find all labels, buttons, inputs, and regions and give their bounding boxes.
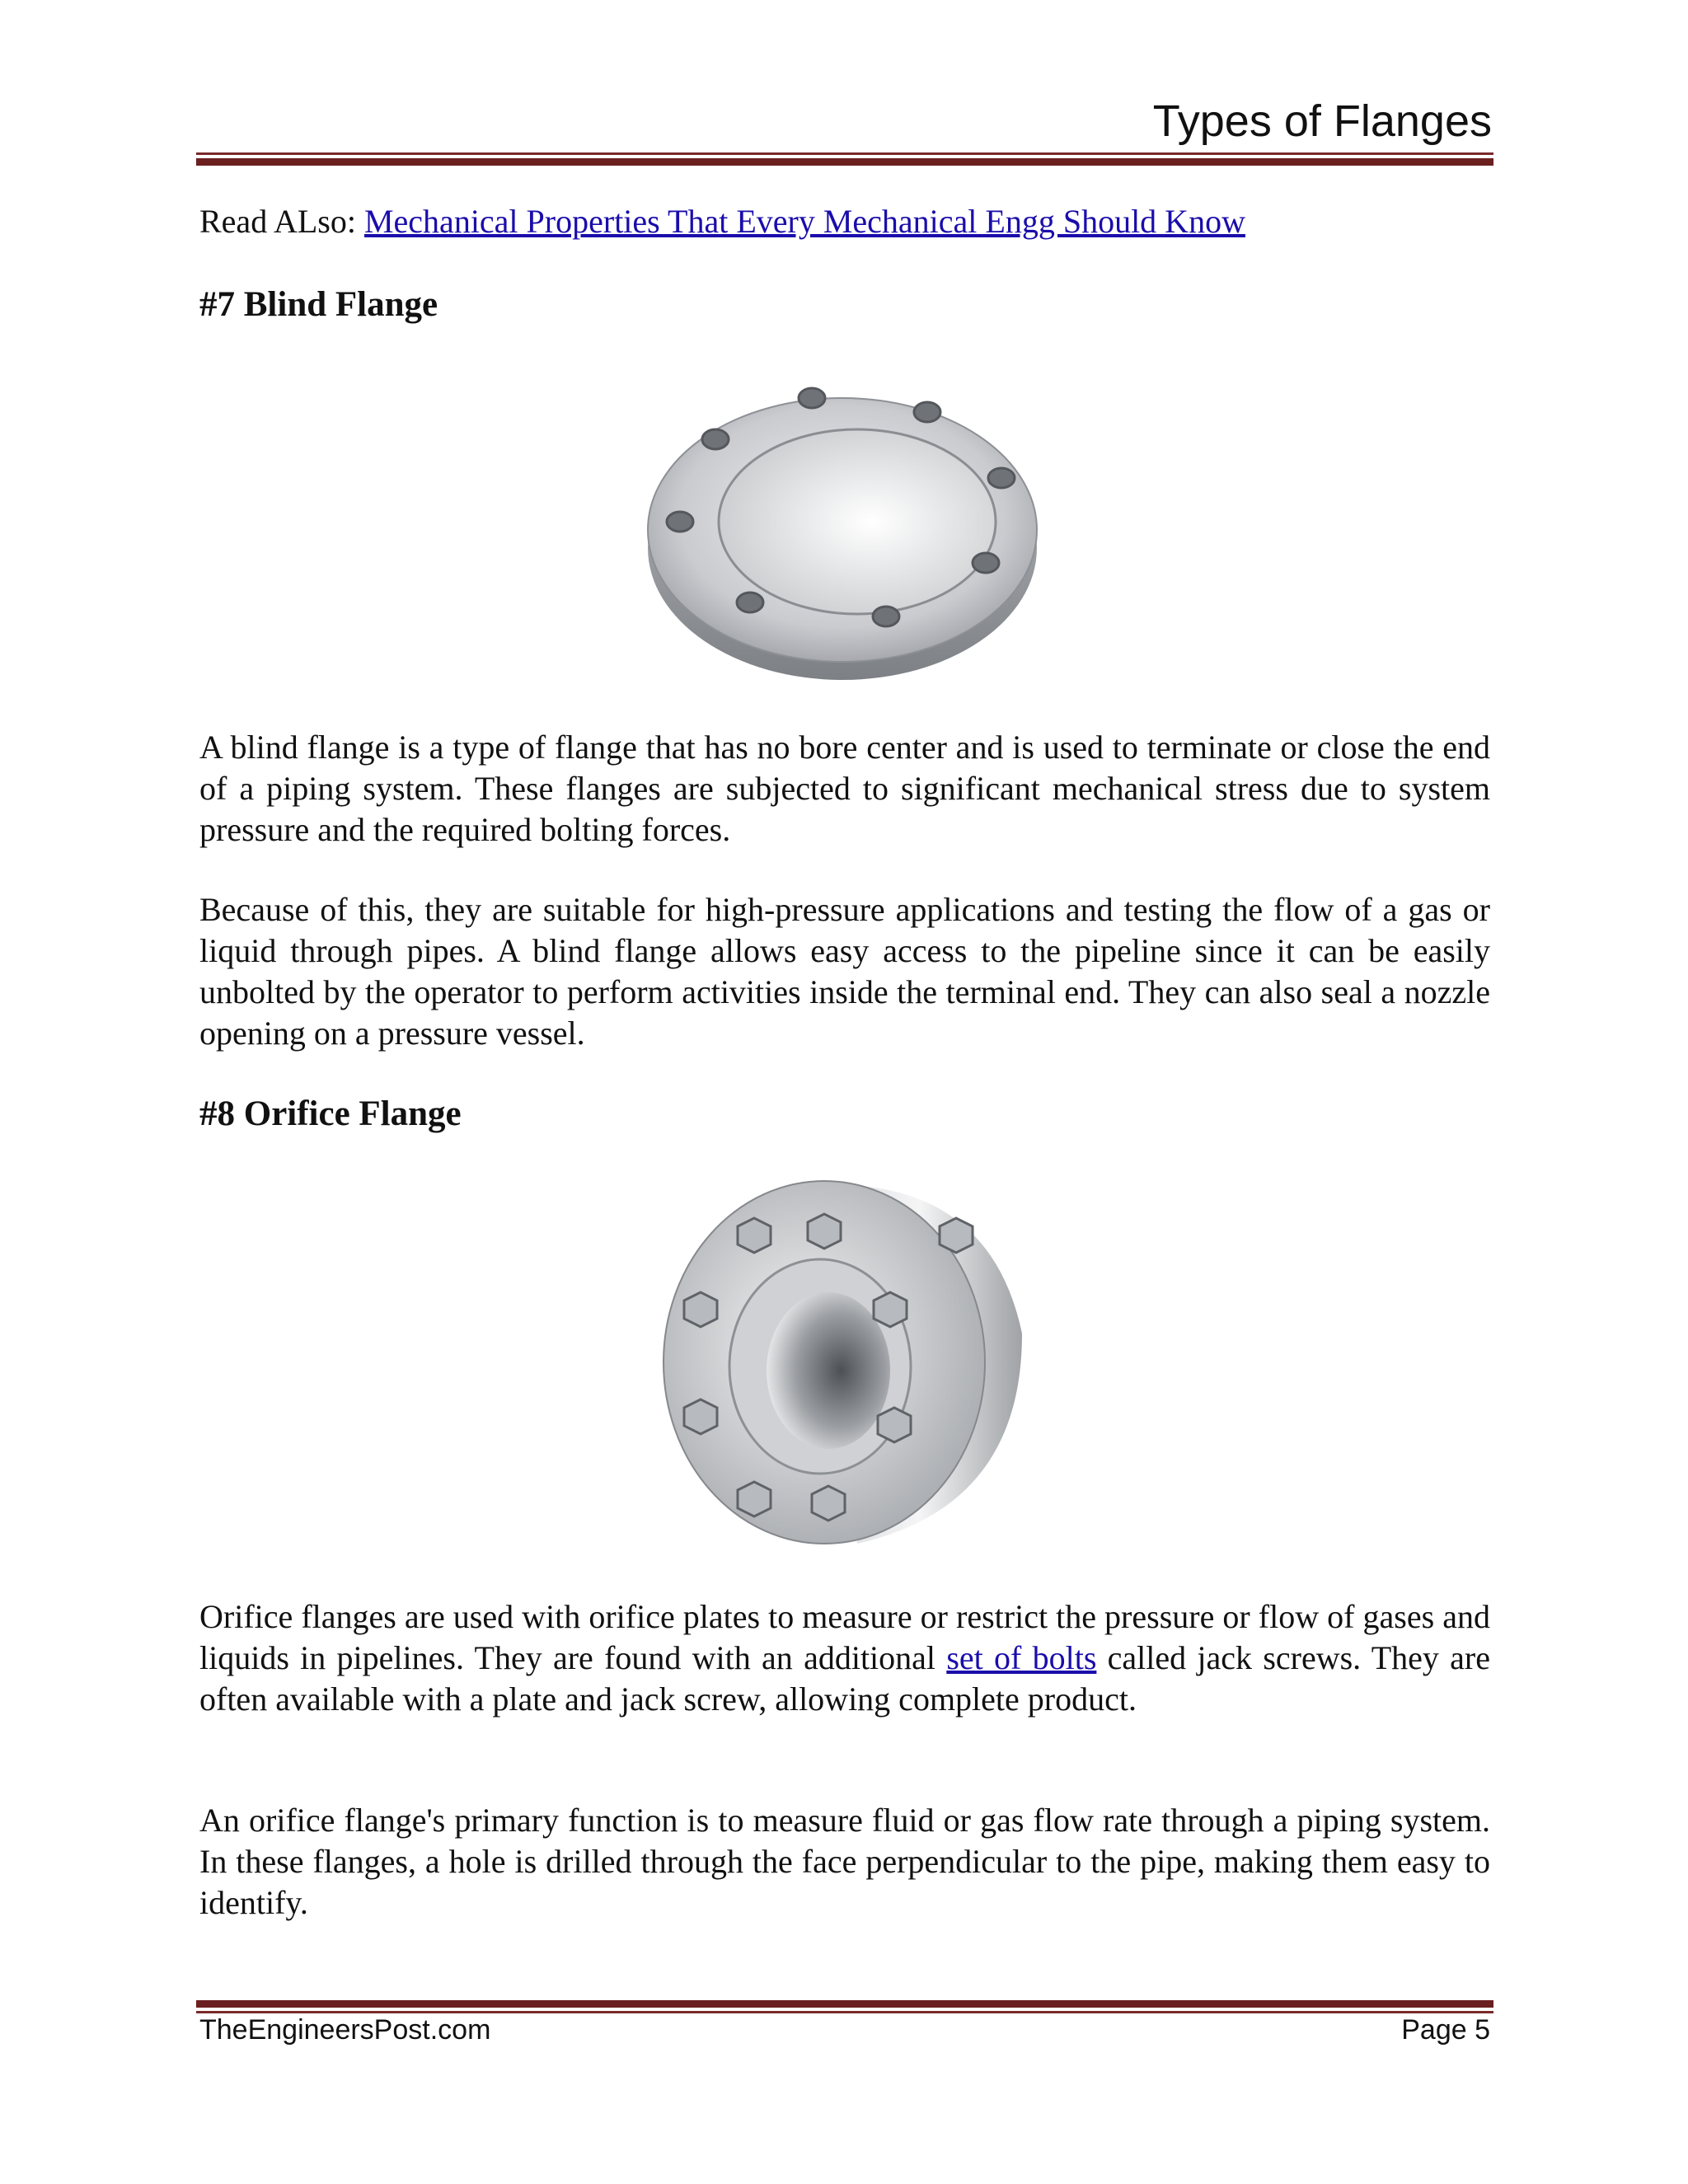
footer-site-name: TheEngineersPost.com xyxy=(199,2014,491,2046)
read-also-line xyxy=(199,202,1245,241)
orifice-flange-heading: #8 Orifice Flange xyxy=(199,1094,462,1133)
blind-flange-image xyxy=(643,365,1043,688)
read-also-link[interactable]: Mechanical Properties That Every Mechanical Engg Should Know xyxy=(363,203,1245,240)
footer-divider xyxy=(196,2000,1493,2013)
blind-flange-paragraph-1: A blind flange is a type of flange that has no bore center and is used to terminate or close the end of a piping system. These flanges are subjected to significant mechanical stress due to system pressure and the required bolting forces. xyxy=(199,729,1490,848)
header-divider xyxy=(196,152,1493,166)
orifice-para1-text-before: Orifice flanges are used with orifice plates to measure or restrict the pressure or flow of gases and liquids in pipelines. They are found with an additional xyxy=(199,1598,1490,1676)
orifice-flange-paragraph-1 xyxy=(199,1596,1490,1720)
read-also-prefix: Read ALso: xyxy=(199,203,364,240)
footer-page-number: Page 5 xyxy=(1401,2014,1490,2046)
set-of-bolts-link[interactable]: set of bolts xyxy=(946,1639,1097,1676)
page-header-title: Types of Flanges xyxy=(1152,96,1492,146)
blind-flange-paragraph-2: Because of this, they are suitable for high-pressure applications and testing the flow of a gas or liquid through pipes. A blind flange allows easy access to the pipeline since it can be easily unbolted by the operator to perform activities inside the terminal end. They can also seal a nozzle opening on a pressure vessel. xyxy=(199,891,1490,1052)
orifice-flange-image xyxy=(659,1169,1039,1556)
orifice-para1-text-after: called jack screws. They are often available with a plate and jack screw, allowing complete product. xyxy=(199,1639,1491,1718)
orifice-flange-paragraph-2: An orifice flange's primary function is to measure fluid or gas flow rate through a piping system. In these flanges, a hole is drilled through the face perpendicular to the pipe, making them easy to identify. xyxy=(199,1802,1490,1921)
blind-flange-heading: #7 Blind Flange xyxy=(199,285,438,324)
